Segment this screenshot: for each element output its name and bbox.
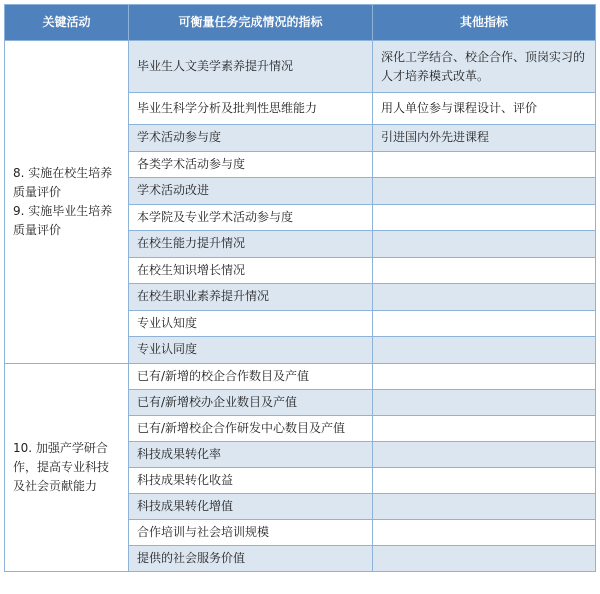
table-row <box>5 41 596 93</box>
other-indicator-cell <box>373 415 596 441</box>
indicator-cell: 各类学术活动参与度 <box>129 151 373 178</box>
other-indicator-cell <box>373 178 596 205</box>
other-indicator-cell: 用人单位参与课程设计、评价 <box>373 93 596 125</box>
other-indicator-cell <box>373 257 596 284</box>
activity-text: 8. 实施在校生培养质量评价 <box>13 165 113 199</box>
other-indicator-cell <box>373 519 596 545</box>
other-indicator-cell <box>373 284 596 311</box>
indicator-cell: 已有/新增校企合作研发中心数目及产值 <box>129 415 373 441</box>
activity-text: 9. 实施毕业生培养质量评价 <box>13 203 113 237</box>
header-key-activity: 关键活动 <box>5 5 129 41</box>
header-other-indicators: 其他指标 <box>373 5 596 41</box>
other-indicator-cell <box>373 441 596 467</box>
other-indicator-cell <box>373 151 596 178</box>
other-indicator-cell <box>373 337 596 364</box>
indicator-cell: 在校生知识增长情况 <box>129 257 373 284</box>
indicator-cell: 科技成果转化率 <box>129 441 373 467</box>
indicator-cell: 科技成果转化收益 <box>129 467 373 493</box>
activity-cell <box>5 363 129 571</box>
other-indicator-cell <box>373 310 596 337</box>
indicator-cell: 学术活动参与度 <box>129 125 373 152</box>
other-indicator-cell <box>373 493 596 519</box>
other-indicator-cell: 引进国内外先进课程 <box>373 125 596 152</box>
indicator-cell: 已有/新增校办企业数目及产值 <box>129 389 373 415</box>
table-row <box>5 363 596 389</box>
indicator-cell: 毕业生人文美学素养提升情况 <box>129 41 373 93</box>
other-indicator-cell <box>373 389 596 415</box>
indicator-cell: 本学院及专业学术活动参与度 <box>129 204 373 231</box>
header-row <box>5 5 596 41</box>
indicator-cell: 学术活动改进 <box>129 178 373 205</box>
indicator-cell: 专业认同度 <box>129 337 373 364</box>
activity-cell <box>5 41 129 364</box>
indicator-cell: 已有/新增的校企合作数目及产值 <box>129 363 373 389</box>
indicator-cell: 在校生职业素养提升情况 <box>129 284 373 311</box>
other-indicator-cell: 深化工学结合、校企合作、顶岗实习的人才培养模式改革。 <box>373 41 596 93</box>
header-measurable-indicators: 可衡量任务完成情况的指标 <box>129 5 373 41</box>
other-indicator-cell <box>373 467 596 493</box>
other-indicator-cell <box>373 204 596 231</box>
kpi-table <box>4 4 596 572</box>
indicator-cell: 提供的社会服务价值 <box>129 545 373 571</box>
indicator-cell: 科技成果转化增值 <box>129 493 373 519</box>
indicator-cell: 在校生能力提升情况 <box>129 231 373 258</box>
other-indicator-cell <box>373 363 596 389</box>
other-indicator-cell <box>373 545 596 571</box>
other-indicator-cell <box>373 231 596 258</box>
indicator-cell: 毕业生科学分析及批判性思维能力 <box>129 93 373 125</box>
indicator-cell: 合作培训与社会培训规模 <box>129 519 373 545</box>
activity-text: 10. 加强产学研合作，提高专业科技及社会贡献能力 <box>13 440 110 493</box>
indicator-cell: 专业认知度 <box>129 310 373 337</box>
